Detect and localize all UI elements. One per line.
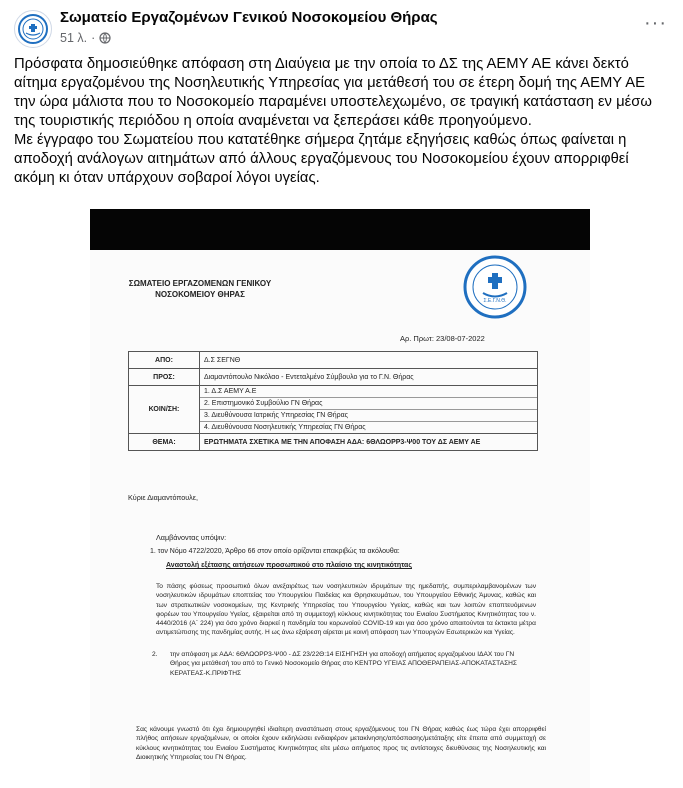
post-paragraph-2: Με έγγραφο του Σωματείου που κατατέθηκε σήμερα ζητάμε εξηγήσεις καθώς όπως φαίνεται η αποδοχή ανάλογων αιτημάτων από άλλους εργαζόμενους του Νοσοκομείου έχουν απορριφθεί ακόμη κι όταν υπάρχουν σοβαροί λόγοι υγείας. — [14, 132, 629, 186]
globe-icon — [99, 32, 111, 44]
to-label: ΠΡΟΣ: — [129, 369, 200, 386]
post-text — [14, 55, 670, 188]
post-header — [0, 0, 683, 52]
post-paragraph-1: Πρόσφατα δημοσιεύθηκε απόφαση στη Διαύγεια με την οποία το ΔΣ της ΑΕΜΥ ΑΕ κάνει δεκτό αίτημα εργαζομένου της Νοσηλευτικής Υπηρεσίας για μετάθεσή του σε έτερη δομή της ΑΕΜΥ ΑΕ την ώρα μάλιστα που το Νοσοκομείο παραμένει υποστελεχωμένο, σε τραγική κατάσταση εν μέσω της τουριστικής περιόδου η οποία αναμένεται να ξεπεράσει κάθε προηγούμενο. — [14, 56, 652, 129]
item-1: 1. τον Νόμο 4722/2020, Άρθρο 66 στον οποίο ορίζονται επακριβώς τα ακόλουθα: — [150, 548, 400, 555]
page-avatar[interactable] — [14, 10, 52, 48]
cc-list — [200, 386, 538, 434]
post-time[interactable]: 51 λ. — [60, 31, 88, 45]
meta-dot: · — [91, 31, 96, 45]
org-line-2: ΝΟΣΟΚΟΜΕΙΟΥ ΘΗΡΑΣ — [155, 290, 245, 299]
document-org — [120, 278, 280, 300]
item-2-text: την απόφαση με ΑΔΑ: 6ΘΛΩΟΡΡ3-Ψ00 - ΔΣ 23/22Θ:14 ΕΙΣΗΓΗΣΗ για αποδοχή αιτήματος εργαζομένου ΙΔΑΧ του ΓΝ Θήρας για μετάθεσή του από το Γενικό Νοσοκομείο Θήρας στο ΚΕΝΤΡΟ ΥΓΕΙΑΣ ΑΠΟΘΕΡΑΠΕΙΑΣ-ΑΠΟΚΑΤΑΣΤΑΣΗΣ ΚΕΡΑΤΕΑΣ-Κ.ΠΡΙΦΤΗΣ — [170, 651, 518, 677]
item-2-number: 2. — [152, 651, 158, 658]
cc-row — [129, 386, 538, 434]
cc-label: ΚΟΙΝ/ΣΗ: — [129, 386, 200, 434]
page-name-link[interactable]: Σωματείο Εργαζομένων Γενικού Νοσοκομείου Θήρας — [60, 9, 438, 26]
seal-text: Σ.Ε.Γ.Ν.Θ. — [483, 298, 507, 304]
photo-dark-band — [90, 209, 590, 250]
cc-item: 1. Δ.Σ ΑΕΜΥ Α.Ε — [200, 386, 537, 398]
greeting: Κύριε Διαμαντόπουλε, — [128, 493, 198, 502]
subject-row — [129, 434, 538, 451]
closing-paragraph: Σας κάνουμε γνωστό ότι έχει δημιουργηθεί ιδιαίτερη αναστάτωση στους εργαζόμενους του ΓΝ Θήρας καθώς έως τώρα έχει απορριφθεί πλήθος αιτήσεων εργαζομένων, οι οποίοι έχουν εκδηλώσει ενδιαφέρον μετακίνησης/απόσπασης/μετάταξης είτε έπειτα από συμμετοχή σε κύκλους κινητικότητας του Ενιαίου Συστήματος Κινητικότητας είτε μέσω αιτήματος προς τις αντίστοιχες διευθύνσεις της Νοσηλευτικής και Διοικητικής Υπηρεσίας του ΓΝ Θήρας. — [136, 726, 546, 761]
cc-item: 4. Διευθύνουσα Νοσηλευτικής Υπηρεσίας ΓΝ Θήρας — [204, 424, 366, 431]
cc-item: 2. Επιστημονικό Συμβούλιο ΓΝ Θήρας — [200, 398, 537, 410]
more-dots-icon[interactable]: ··· — [644, 12, 667, 34]
subject-label: ΘΕΜΑ: — [129, 434, 200, 451]
considering-line: Λαμβάνοντας υπόψιν: — [156, 533, 227, 542]
to-row — [129, 369, 538, 386]
document-page — [90, 250, 590, 788]
post-photo[interactable] — [90, 209, 590, 788]
law-paragraph: Το πάσης φύσεως προσωπικό όλων ανεξαιρέτως των νοσηλευτικών ιδρυμάτων της ημεδαπής, συμπεριλαμβανομένων των νοσηλευτικών ιδρυμάτων εποπτείας του Υπουργείου Παιδείας και Θρησκευμάτων, του Υπουργείου Εθνικής Άμυνας, καθώς και των στρατιωτικών νοσοκομείων, της Κεντρικής Υπηρεσίας του Υπουργείου Υγείας, καθώς και των λοιπών εποπτευόμενων φορέων του Υπουργείου Υγείας, εξαιρείται από τη συμμετοχή κύκλους κινητικότητας του Ενιαίου Συστήματος Κινητικότητας του ν. 4440/2016 (Α΄ 224) για όσο χρόνο διαρκεί η πανδημία του κορωνοϊού COVID-19 και για όσο χρόνο απαιτούνται τα έκτακτα μέτρα αντιμετώπισης της πανδημίας αυτής. Η ως άνω εξαίρεση αίρεται με κοινή απόφαση των Υπουργών Εσωτερικών και Υγείας. — [156, 583, 536, 637]
subject-value: ΕΡΩΤΗΜΑΤΑ ΣΧΕΤΙΚΑ ΜΕ ΤΗΝ ΑΠΟΦΑΣΗ ΑΔΑ: 6ΘΛΩΟΡΡ3-Ψ00 ΤΟΥ ΔΣ ΑΕΜΥ ΑΕ — [200, 434, 538, 451]
org-line-1: ΣΩΜΑΤΕΙΟ ΕΡΓΑΖΟΜΕΝΩΝ ΓΕΝΙΚΟΥ — [128, 279, 272, 288]
avatar-seal-icon — [15, 11, 51, 47]
cc-item: 3. Διευθύνουσα Ιατρικής Υπηρεσίας ΓΝ Θήρας — [200, 410, 537, 422]
from-value: Δ.Σ ΣΕΓΝΘ — [200, 352, 538, 369]
union-seal-icon — [463, 255, 527, 319]
protocol-number: Αρ. Πρωτ: 23/08-07-2022 — [400, 334, 485, 343]
from-label: ΑΠΟ: — [129, 352, 200, 369]
from-row — [129, 352, 538, 369]
post-meta — [60, 31, 111, 45]
to-value: Διαμαντόπουλο Νικόλαο - Εντεταλμένο Σύμβουλο για το Γ.Ν. Θήρας — [200, 369, 538, 386]
document-header-table — [128, 351, 538, 451]
subheading: Αναστολή εξέτασης αιτήσεων προσωπικού στο πλαίσιο της κινητικότητας — [166, 562, 412, 569]
